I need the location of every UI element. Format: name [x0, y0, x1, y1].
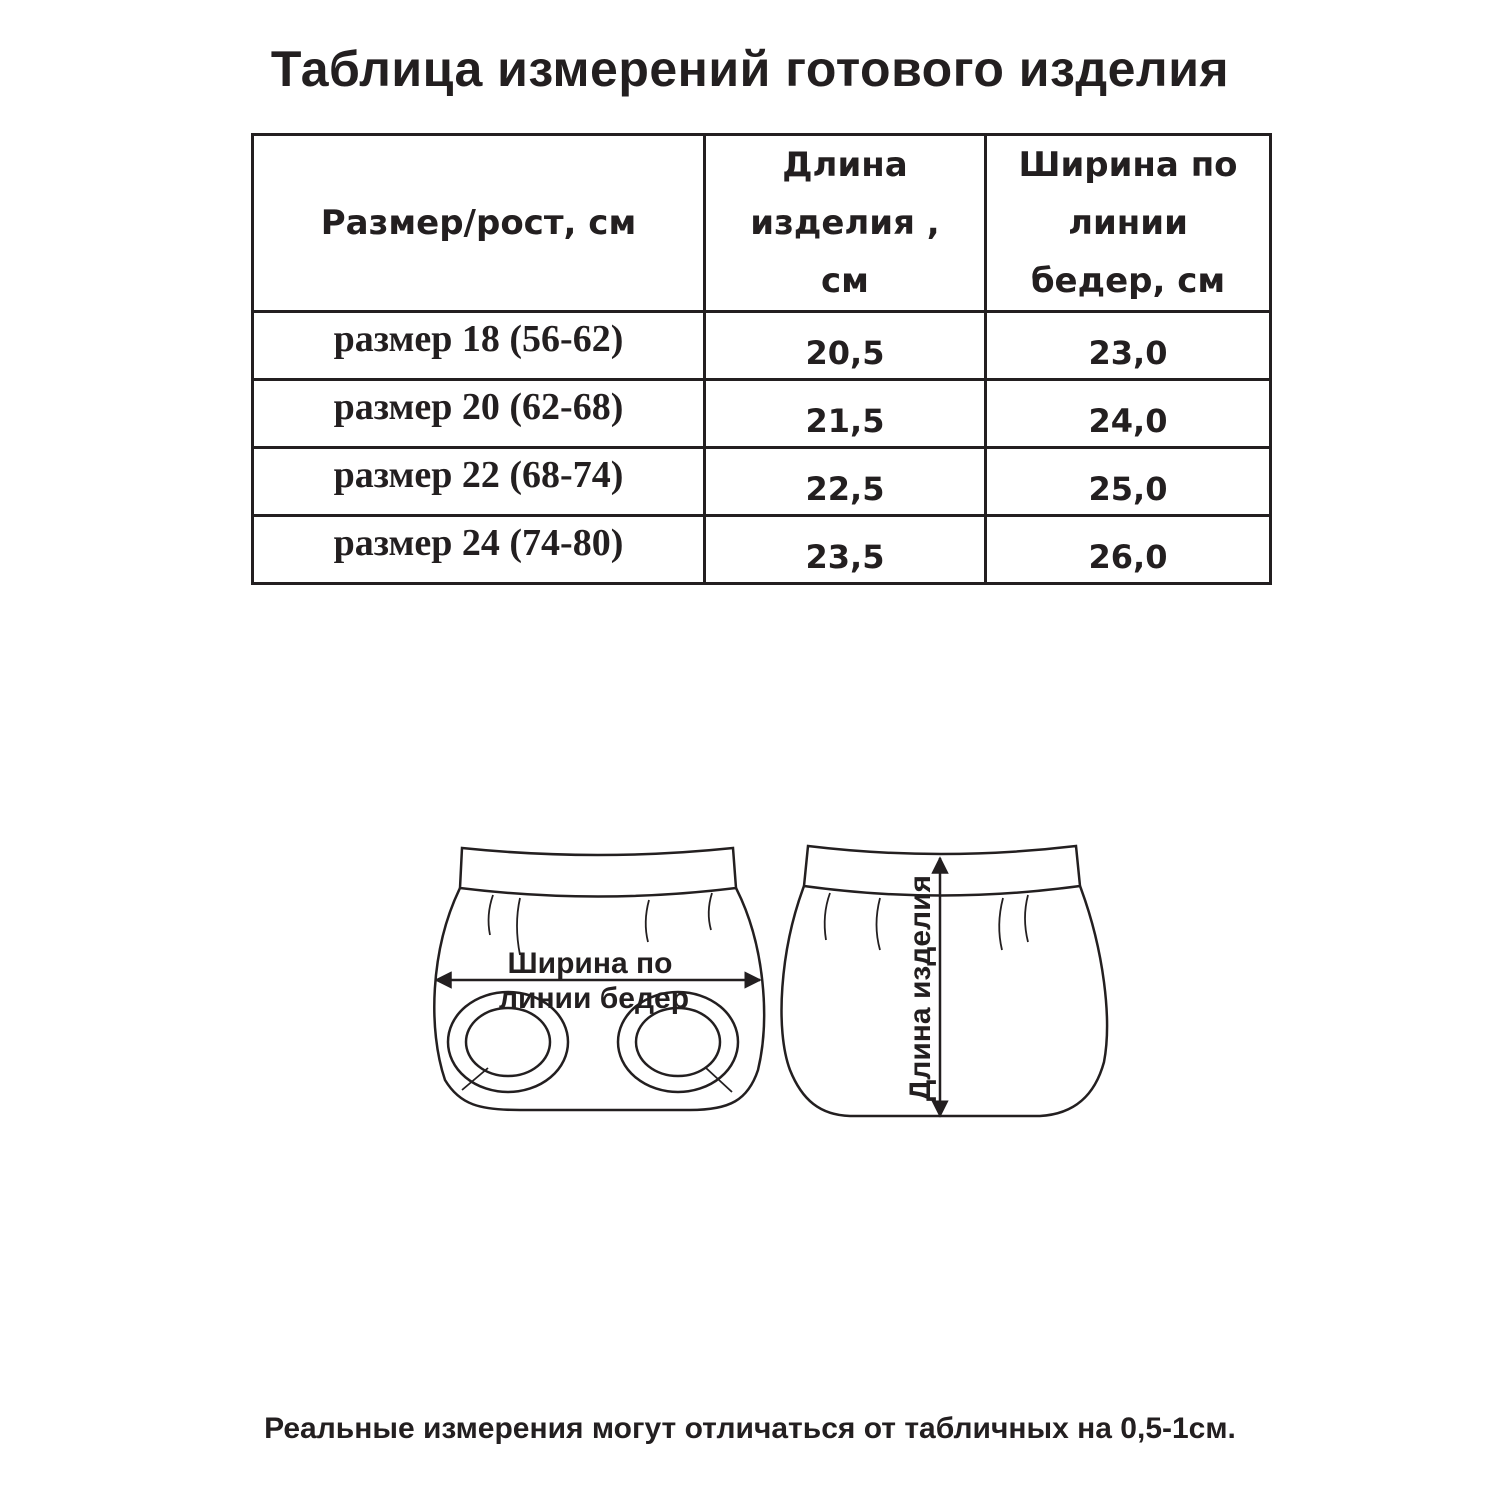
header-length: Длина изделия , см [705, 135, 986, 312]
front-waistband [460, 848, 736, 897]
hip-width-label-line1: Ширина по [507, 947, 673, 980]
front-pleat [489, 895, 493, 935]
cell-width: 26,0 [986, 516, 1271, 584]
right-leg-opening-inner [636, 1008, 720, 1076]
left-leg-opening-inner [466, 1008, 550, 1076]
page-title: Таблица измерений готового изделия [270, 41, 1230, 97]
back-pleat [825, 893, 830, 940]
cell-size: размер 18 (56-62) [253, 312, 705, 380]
cell-length: 20,5 [705, 312, 986, 380]
cell-length: 23,5 [705, 516, 986, 584]
length-label: Длина изделия [904, 874, 937, 1102]
header-size: Размер/рост, см [253, 135, 705, 312]
cell-length: 22,5 [705, 448, 986, 516]
cell-size: размер 22 (68-74) [253, 448, 705, 516]
back-pleat [999, 898, 1003, 950]
back-waistband [804, 846, 1080, 896]
cell-size: размер 24 (74-80) [253, 516, 705, 584]
footnote: Реальные измерения могут отличаться от табличных на 0,5-1см. [264, 1412, 1236, 1445]
back-pleat [877, 898, 881, 950]
hip-width-label-line2: линии бедер [498, 982, 690, 1015]
front-pleat [646, 900, 649, 942]
back-pleat [1025, 895, 1028, 942]
back-view [782, 846, 1107, 1116]
header-width: Ширина по линии бедер, см [986, 135, 1271, 312]
back-body-outline [782, 886, 1107, 1116]
cell-size: размер 20 (62-68) [253, 380, 705, 448]
cell-width: 24,0 [986, 380, 1271, 448]
front-pleat [709, 893, 712, 930]
cell-width: 23,0 [986, 312, 1271, 380]
cell-length: 21,5 [705, 380, 986, 448]
cell-width: 25,0 [986, 448, 1271, 516]
